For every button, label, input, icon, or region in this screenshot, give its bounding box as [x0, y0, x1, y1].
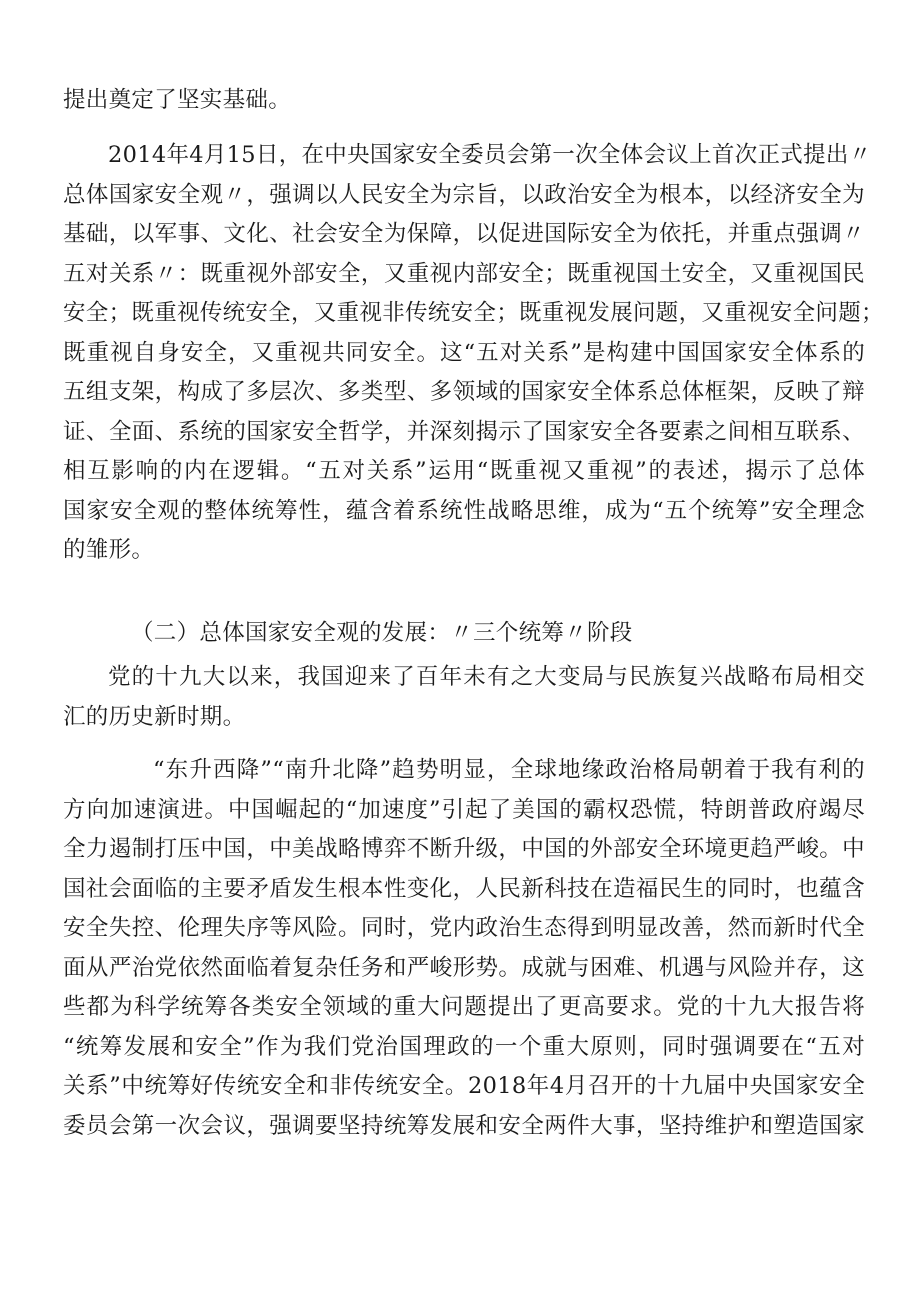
section-heading — [63, 614, 865, 654]
paragraph-nineteenth-congress — [63, 658, 865, 737]
text-line: 的雏形。 — [63, 537, 155, 563]
text-line: 安全；既重视传统安全，又重视非传统安全；既重视发展问题，又重视安全问题； — [63, 300, 884, 326]
paragraph-2014-security-concept — [63, 136, 884, 571]
text-line: 五组支架，构成了多层次、多类型、多领域的国家安全体系总体框架，反映了辩 — [63, 379, 865, 405]
text-line: 汇的历史新时期。 — [63, 703, 246, 730]
text-line: 基础，以军事、文化、社会安全为保障，以促进国际安全为依托，并重点强调〃 — [63, 221, 865, 247]
text-line: “东升西降”“南升北降”趋势明显，全球地缘政治格局朝着于我有利的 — [153, 757, 865, 783]
text-line: 方向加速演进。中国崛起的“加速度”引起了美国的霸权恐慌，特朗普政府竭尽 — [63, 796, 865, 823]
paragraph-continuation — [63, 81, 865, 121]
text-line: 关系”中统筹好传统安全和非传统安全。2018年4月召开的十九届中央国家安全 — [63, 1073, 865, 1099]
paragraph-global-situation — [63, 751, 865, 1146]
text-line: 安全失控、伦理失序等风险。同时，党内政治生态得到明显改善，然而新时代全 — [63, 915, 865, 941]
text-line: 相互影响的内在逻辑。“五对关系”运用“既重视又重视”的表述，揭示了总体 — [63, 458, 865, 484]
text-line: 面从严治党依然面临着复杂任务和严峻形势。成就与困难、机遇与风险并存，这 — [63, 954, 865, 981]
text-line: 五对关系〃：既重视外部安全，又重视内部安全；既重视国土安全，又重视国民 — [63, 260, 865, 287]
text-line: 些都为科学统筹各类安全领域的重大问题提出了更高要求。党的十九大报告将 — [63, 994, 865, 1020]
text-line: 国社会面临的主要矛盾发生根本性变化，人民新科技在造福民生的同时，也蕴含 — [63, 875, 865, 902]
text-line: 2014年4月15日，在中央国家安全委员会第一次全体会议上首次正式提出〃 — [108, 142, 872, 168]
section-heading-text: （二）总体国家安全观的发展：〃三个统筹〃阶段 — [131, 620, 633, 646]
text-line: 证、全面、系统的国家安全哲学，并深刻揭示了国家安全各要素之间相互联系、 — [63, 418, 865, 445]
text-line: 总体国家安全观〃，强调以人民安全为宗旨，以政治安全为根本，以经济安全为 — [63, 181, 865, 208]
text-line: 既重视自身安全，又重视共同安全。这“五对关系”是构建中国国家安全体系的 — [63, 339, 865, 366]
text-line: “统筹发展和安全”作为我们党治国理政的一个重大原则，同时强调要在“五对 — [63, 1033, 865, 1060]
text-line: 提出奠定了坚实基础。 — [63, 87, 292, 113]
text-line: 国家安全观的整体统筹性，蕴含着系统性战略思维，成为“五个统筹”安全理念 — [63, 497, 865, 524]
text-line: 委员会第一次会议，强调要坚持统筹发展和安全两件大事，坚持维护和塑造国家 — [63, 1112, 865, 1139]
text-line: 全力遏制打压中国，中美战略博弈不断升级，中国的外部安全环境更趋严峻。中 — [63, 836, 865, 862]
text-line: 党的十九大以来，我国迎来了百年未有之大变局与民族复兴战略布局相交 — [108, 664, 865, 690]
